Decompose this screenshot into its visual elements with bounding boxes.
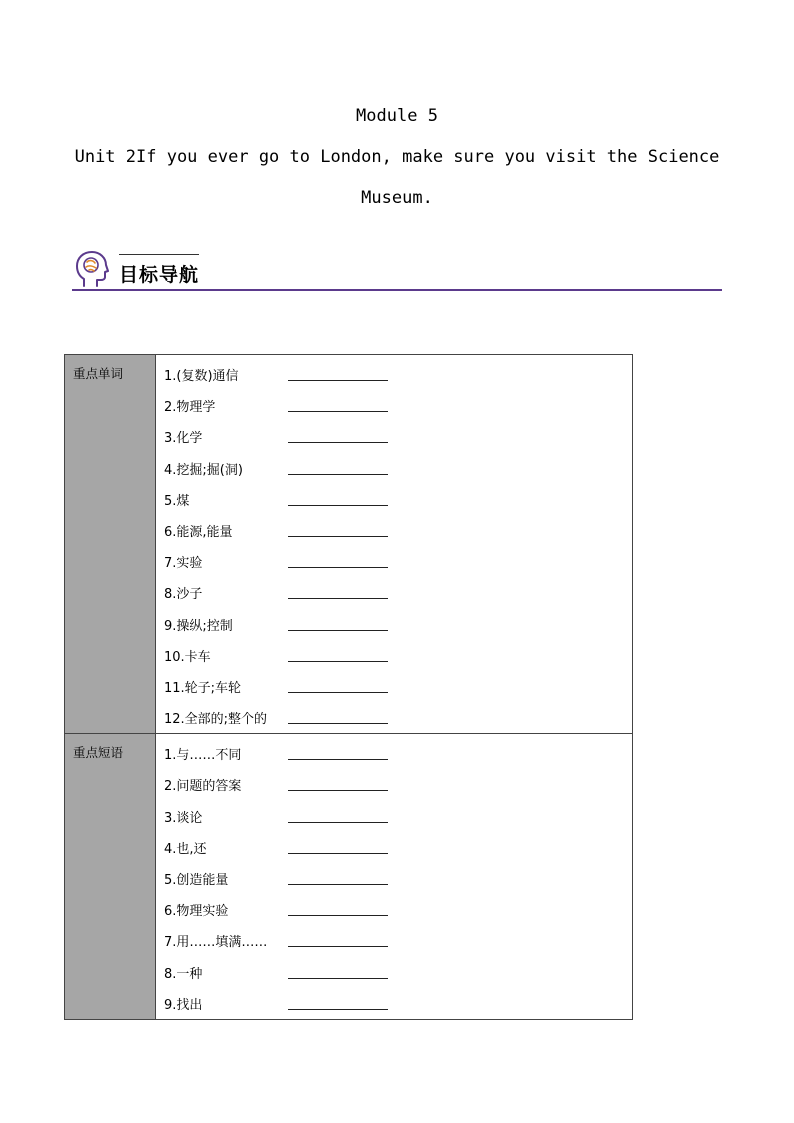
list-item: 11.轮子;车轮	[156, 669, 632, 700]
table-row	[65, 734, 633, 1020]
answer-blank[interactable]	[288, 915, 388, 916]
unit-title-continued: Museum.	[361, 188, 433, 208]
key-phrases-list	[156, 734, 633, 1020]
answer-blank[interactable]	[288, 661, 388, 662]
key-words-list	[156, 355, 633, 734]
answer-blank[interactable]	[288, 790, 388, 791]
document-title	[0, 100, 794, 223]
answer-blank[interactable]	[288, 884, 388, 885]
answer-blank[interactable]	[288, 946, 388, 947]
list-item: 8.沙子	[156, 575, 632, 606]
list-item: 7.实验	[156, 544, 632, 575]
list-item: 3.化学	[156, 419, 632, 450]
list-item: 6.能源,能量	[156, 513, 632, 544]
answer-blank[interactable]	[288, 411, 388, 412]
list-item: 4.也,还	[156, 830, 632, 861]
answer-blank[interactable]	[288, 759, 388, 760]
list-item: 7.用……填满……	[156, 923, 632, 954]
answer-blank[interactable]	[288, 853, 388, 854]
list-item: 8.一种	[156, 955, 632, 986]
answer-blank[interactable]	[288, 978, 388, 979]
answer-blank[interactable]	[288, 474, 388, 475]
list-item: 3.谈论	[156, 799, 632, 830]
list-item: 12.全部的;整个的	[156, 700, 632, 731]
list-item: 9.操纵;控制	[156, 607, 632, 638]
unit-title: Unit 2If you ever go to London, make sure you visit the Science	[74, 147, 720, 167]
list-item: 9.找出	[156, 986, 632, 1017]
header-accent-line	[119, 254, 199, 255]
answer-blank[interactable]	[288, 822, 388, 823]
list-item: 5.煤	[156, 482, 632, 513]
section-header	[72, 248, 722, 292]
answer-blank[interactable]	[288, 536, 388, 537]
answer-blank[interactable]	[288, 598, 388, 599]
answer-blank[interactable]	[288, 692, 388, 693]
category-key-words: 重点单词	[65, 355, 156, 734]
list-item: 2.物理学	[156, 388, 632, 419]
answer-blank[interactable]	[288, 723, 388, 724]
list-item: 1.与……不同	[156, 736, 632, 767]
list-item: 5.创造能量	[156, 861, 632, 892]
list-item: 2.问题的答案	[156, 767, 632, 798]
list-item: 6.物理实验	[156, 892, 632, 923]
answer-blank[interactable]	[288, 1009, 388, 1010]
list-item: 10.卡车	[156, 638, 632, 669]
list-item: 4.挖掘;掘(洞)	[156, 451, 632, 482]
answer-blank[interactable]	[288, 630, 388, 631]
module-title: Module 5	[356, 106, 438, 126]
answer-blank[interactable]	[288, 380, 388, 381]
list-item: 1.(复数)通信	[156, 357, 632, 388]
answer-blank[interactable]	[288, 505, 388, 506]
brain-head-icon	[75, 250, 109, 288]
answer-blank[interactable]	[288, 442, 388, 443]
category-key-phrases: 重点短语	[65, 734, 156, 1020]
vocabulary-table	[64, 354, 633, 1020]
answer-blank[interactable]	[288, 567, 388, 568]
table-row	[65, 355, 633, 734]
header-divider	[72, 289, 722, 291]
section-title: 目标导航	[119, 264, 200, 286]
